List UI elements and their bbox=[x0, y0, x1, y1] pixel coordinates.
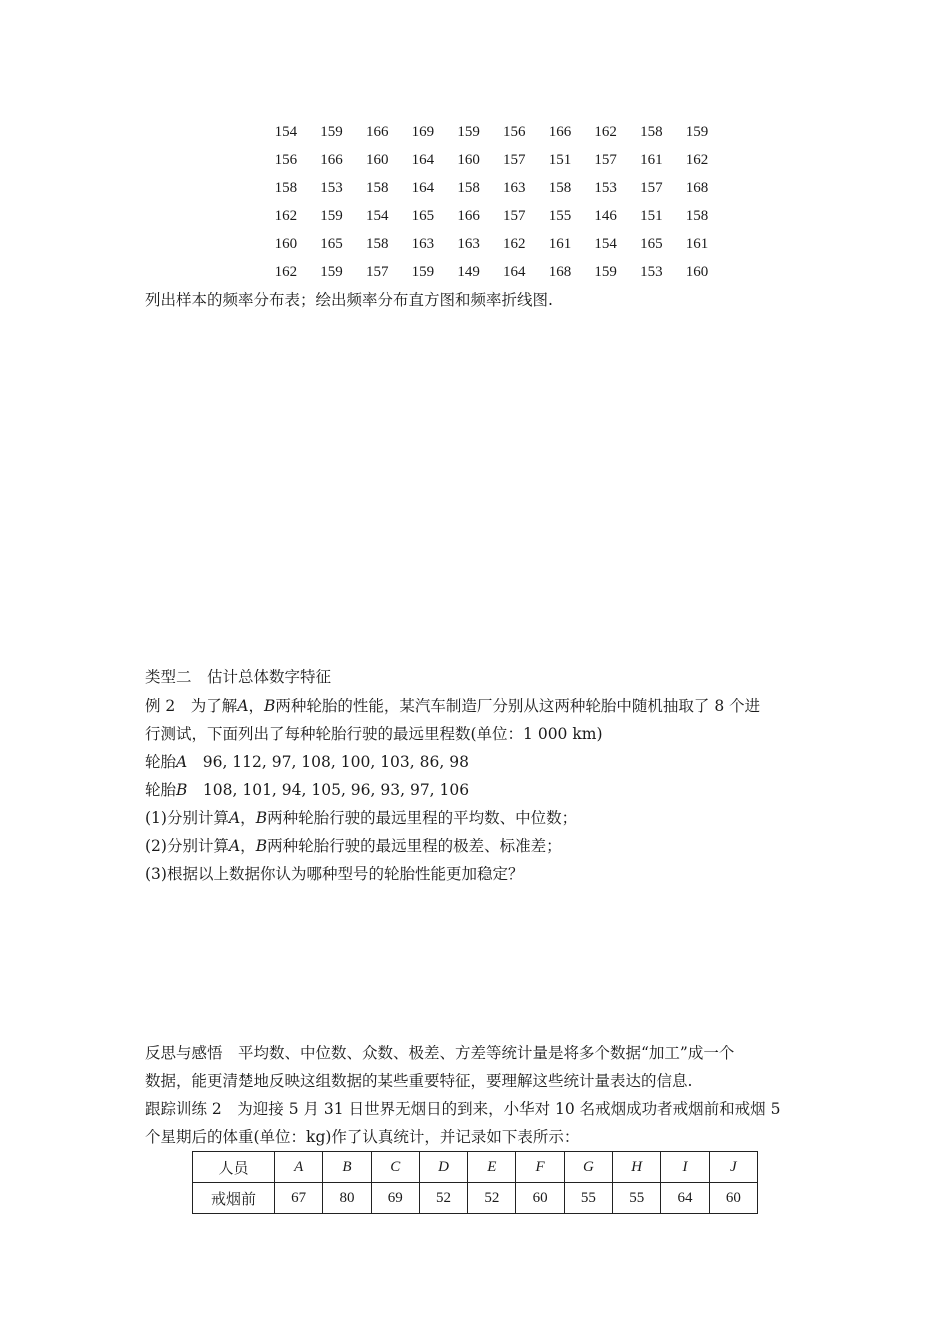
grid-value: 153 bbox=[594, 180, 617, 196]
example2-label: 例 2 bbox=[145, 697, 176, 715]
reflection-line2: 数据，能更清楚地反映这组数据的某些重要特征，要理解这些统计量表达的信息. bbox=[145, 1072, 693, 1090]
table-cell: 52 bbox=[419, 1183, 467, 1214]
table-header-cell: F bbox=[516, 1152, 564, 1183]
table-cell: 55 bbox=[564, 1183, 612, 1214]
grid-value: 162 bbox=[685, 152, 709, 168]
table-cell: 60 bbox=[516, 1183, 564, 1214]
grid-value: 162 bbox=[274, 208, 298, 224]
tire-b-data: 轮胎B 108, 101, 94, 105, 96, 93, 97, 106 bbox=[145, 781, 470, 799]
grid-value: 162 bbox=[274, 264, 298, 280]
example2-line2: 行测试，下面列出了每种轮胎行驶的最远里程数(单位：1 000 km) bbox=[145, 725, 603, 743]
question-2: (2)分别计算A，B两种轮胎行驶的最远里程的极差、标准差； bbox=[145, 837, 562, 855]
grid-value: 163 bbox=[411, 236, 435, 252]
table-cell: 64 bbox=[661, 1183, 709, 1214]
grid-value: 158 bbox=[365, 236, 389, 252]
exercise2-line2: 个星期后的体重(单位：kg)作了认真统计，并记录如下表所示： bbox=[145, 1128, 580, 1146]
grid-value: 153 bbox=[320, 180, 343, 196]
grid-value: 157 bbox=[503, 208, 526, 224]
weight-table bbox=[192, 1151, 758, 1214]
grid-value: 159 bbox=[320, 208, 343, 224]
table-cell: 60 bbox=[709, 1183, 757, 1214]
grid-value: 151 bbox=[640, 208, 663, 224]
grid-value: 158 bbox=[457, 180, 480, 196]
grid-value: 169 bbox=[411, 124, 435, 140]
grid-value: 168 bbox=[548, 264, 572, 280]
question-3: (3)根据以上数据你认为哪种型号的轮胎性能更加稳定？ bbox=[145, 865, 524, 883]
grid-value: 149 bbox=[457, 264, 480, 280]
grid-value: 164 bbox=[503, 264, 526, 280]
grid-value: 158 bbox=[274, 180, 298, 196]
table-header-cell: A bbox=[275, 1152, 323, 1183]
grid-value: 162 bbox=[594, 124, 617, 140]
grid-value: 165 bbox=[640, 236, 663, 252]
table-header-cell: J bbox=[709, 1152, 757, 1183]
question-1: (1)分别计算A，B两种轮胎行驶的最远里程的平均数、中位数； bbox=[145, 809, 578, 827]
grid-value: 160 bbox=[457, 152, 480, 168]
table-header-cell: H bbox=[613, 1152, 661, 1183]
table-header-cell: C bbox=[371, 1152, 419, 1183]
grid-value: 159 bbox=[457, 124, 480, 140]
exercise2-line1: 跟踪训练 2 为迎接 5 月 31 日世界无烟日的到来，小华对 10 名戒烟成功者戒烟前和戒烟 5 bbox=[145, 1100, 781, 1118]
table-cell: 52 bbox=[468, 1183, 516, 1214]
grid-value: 161 bbox=[640, 152, 663, 168]
height-data-grid bbox=[263, 120, 720, 288]
grid-value: 163 bbox=[457, 236, 480, 252]
grid-value: 155 bbox=[548, 208, 572, 224]
table-header-cell: B bbox=[323, 1152, 371, 1183]
grid-value: 159 bbox=[685, 124, 709, 140]
table-row-label: 戒烟前 bbox=[193, 1183, 275, 1214]
task1-instruction: 列出样本的频率分布表；绘出频率分布直方图和频率折线图. bbox=[145, 291, 553, 309]
grid-value: 160 bbox=[274, 236, 298, 252]
grid-value: 158 bbox=[548, 180, 572, 196]
section2-title: 类型二 估计总体数字特征 bbox=[145, 668, 332, 686]
grid-value: 168 bbox=[685, 180, 709, 196]
grid-value: 161 bbox=[548, 236, 572, 252]
table-header-cell: E bbox=[468, 1152, 516, 1183]
grid-value: 159 bbox=[320, 264, 343, 280]
tire-a-data: 轮胎A 96, 112, 97, 108, 100, 103, 86, 98 bbox=[145, 753, 469, 771]
grid-value: 157 bbox=[640, 180, 663, 196]
grid-value: 151 bbox=[548, 152, 572, 168]
grid-value: 166 bbox=[548, 124, 572, 140]
grid-value: 146 bbox=[594, 208, 617, 224]
table-header-cell: G bbox=[564, 1152, 612, 1183]
grid-value: 165 bbox=[411, 208, 435, 224]
grid-row bbox=[263, 148, 720, 176]
table-cell: 67 bbox=[275, 1183, 323, 1214]
grid-value: 166 bbox=[320, 152, 343, 168]
grid-value: 163 bbox=[503, 180, 526, 196]
grid-value: 160 bbox=[685, 264, 709, 280]
grid-value: 159 bbox=[411, 264, 435, 280]
grid-row bbox=[263, 204, 720, 232]
grid-value: 164 bbox=[411, 152, 435, 168]
table-cell: 80 bbox=[323, 1183, 371, 1214]
reflection-line1: 反思与感悟 平均数、中位数、众数、极差、方差等统计量是将多个数据“加工”成一个 bbox=[145, 1044, 735, 1062]
table-header-label: 人员 bbox=[193, 1152, 275, 1183]
grid-value: 159 bbox=[594, 264, 617, 280]
table-header-row bbox=[193, 1152, 758, 1183]
grid-value: 157 bbox=[503, 152, 526, 168]
grid-value: 165 bbox=[320, 236, 343, 252]
grid-value: 157 bbox=[594, 152, 617, 168]
grid-value: 157 bbox=[365, 264, 389, 280]
grid-value: 156 bbox=[274, 152, 298, 168]
table-header-cell: I bbox=[661, 1152, 709, 1183]
grid-value: 158 bbox=[640, 124, 663, 140]
grid-value: 164 bbox=[411, 180, 435, 196]
grid-row bbox=[263, 120, 720, 148]
grid-value: 154 bbox=[274, 124, 298, 140]
table-header-cell: D bbox=[419, 1152, 467, 1183]
table-row bbox=[193, 1183, 758, 1214]
example2-line1: 例 2 为了解A，B两种轮胎的性能，某汽车制造厂分别从这两种轮胎中随机抽取了 8 个进 bbox=[145, 697, 761, 715]
grid-value: 166 bbox=[365, 124, 389, 140]
grid-value: 156 bbox=[503, 124, 526, 140]
grid-value: 154 bbox=[365, 208, 389, 224]
grid-value: 166 bbox=[457, 208, 480, 224]
grid-value: 159 bbox=[320, 124, 343, 140]
grid-row bbox=[263, 260, 720, 288]
grid-value: 162 bbox=[503, 236, 526, 252]
grid-value: 153 bbox=[640, 264, 663, 280]
grid-value: 154 bbox=[594, 236, 617, 252]
table-cell: 69 bbox=[371, 1183, 419, 1214]
grid-value: 160 bbox=[365, 152, 389, 168]
grid-value: 158 bbox=[685, 208, 709, 224]
grid-value: 161 bbox=[685, 236, 709, 252]
table-cell: 55 bbox=[613, 1183, 661, 1214]
grid-row bbox=[263, 232, 720, 260]
grid-value: 158 bbox=[365, 180, 389, 196]
grid-row bbox=[263, 176, 720, 204]
